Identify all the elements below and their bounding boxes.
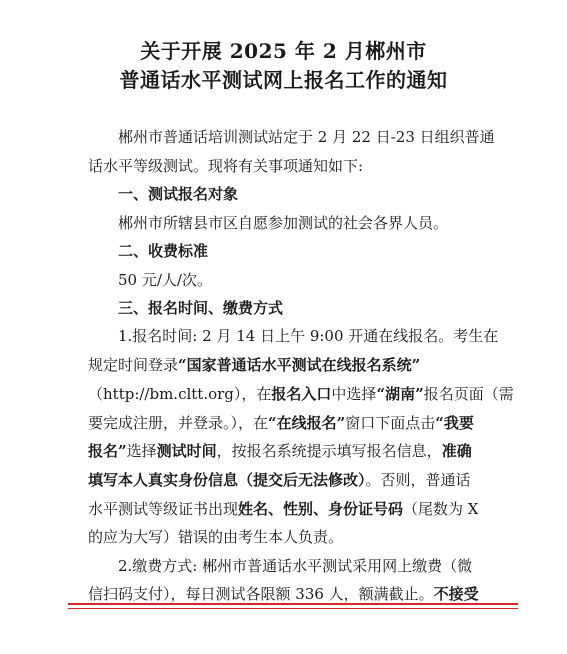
title-line-2: 普通话水平测试网上报名工作的通知 <box>119 68 448 92</box>
p1-line-5: 报名”选择测试时间，按报名系统提示填写报名信息，准确 <box>88 442 472 460</box>
intro-line-2: 话水平等级测试。现将有关事项通知如下: <box>88 157 364 175</box>
p1-line-1: 1.报名时间: 2 月 14 日上午 9:00 开通在线报名。考生在 <box>118 327 499 345</box>
red-divider-thin <box>68 608 518 609</box>
title-line-1: 关于开展 2025 年 2 月郴州市 <box>140 39 427 63</box>
intro-line-1: 郴州市普通话培训测试站定于 2 月 22 日-23 日组织普通 <box>118 128 495 146</box>
section1-heading: 一、测试报名对象 <box>118 185 239 203</box>
section2-text: 50 元/人/次。 <box>118 271 212 289</box>
p1-line-6: 填写本人真实身份信息（提交后无法修改）。否则，普通话 <box>88 471 471 489</box>
p1-line-4: 要完成注册，并登录。），在“在线报名”窗口下面点击“我要 <box>88 414 474 432</box>
section3-heading: 三、报名时间、缴费方式 <box>118 299 284 317</box>
section1-text: 郴州市所辖县市区自愿参加测试的社会各界人员。 <box>118 214 449 232</box>
p1-line-3: （http://bm.cltt.org），在报名入口中选择“湖南”报名页面（需 <box>88 385 514 403</box>
p2-line-2: 信扫码支付），每日测试各限额 336 人，额满截止。不接受 <box>88 585 479 603</box>
p1-line-8: 的应为大写）错误的由考生本人负责。 <box>88 528 344 546</box>
red-divider-thick <box>68 603 518 605</box>
section2-heading: 二、收费标准 <box>118 242 209 260</box>
p2-line-1: 2.缴费方式: 郴州市普通话水平测试采用网上缴费（微 <box>118 557 473 575</box>
p1-line-7: 水平测试等级证书出现姓名、性别、身份证号码（尾数为 X <box>88 500 479 518</box>
p1-line-2: 规定时间登录“国家普通话水平测试在线报名系统” <box>88 356 421 374</box>
